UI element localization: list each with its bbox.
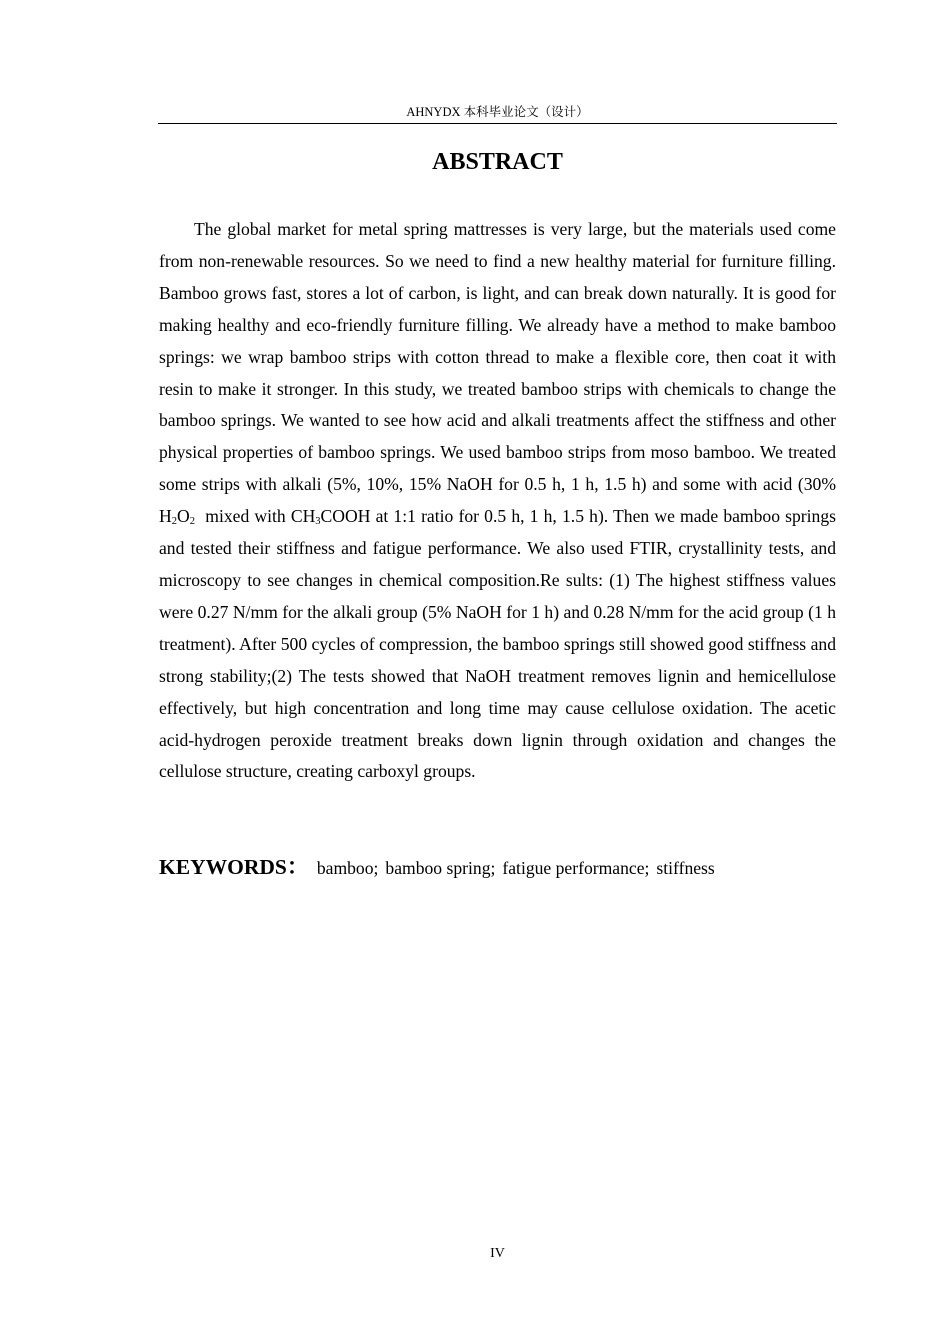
keyword-item: stiffness <box>656 858 715 878</box>
running-header: AHNYDX 本科毕业论文（设计） <box>406 105 589 119</box>
keyword-separator: ; <box>644 858 650 878</box>
header-rule <box>158 123 837 124</box>
h2o2-subscript-1: 2 <box>171 516 177 528</box>
keyword-item: bamboo spring <box>385 858 491 878</box>
abstract-text-part-2: mixed with CH <box>194 506 316 527</box>
abstract-text-part-1: The global market for metal spring mattresses is very large, but the materials used come from non-renewable resources. So we need to find a new healthy material for furniture filling. Bamboo grows fast, stores a lot of carbon, is light, and can break down naturally. It is good for making healthy and eco-friendly furniture filling. We already have a method to make bamboo springs: we wrap bamboo strips with cotton thread to make a flexible core, then coat it with resin to make it stronger. In this study, we treated bamboo strips with chemicals to change the bamboo springs. We wanted to see how acid and alkali treatments affect the stiffness and other physical properties of bamboo springs. We used bamboo strips from moso bamboo. We treated some strips with alkali (5%, 10%, 15% NaOH for 0.5 h, 1 h, 1.5 h) and some with acid (30% H <box>159 219 836 527</box>
abstract-paragraph <box>159 214 836 788</box>
h2o2-subscript-2: 2 <box>189 516 195 528</box>
keywords-label: KEYWORDS <box>159 855 287 879</box>
ch3-subscript: 3 <box>315 516 321 528</box>
abstract-title: ABSTRACT <box>432 149 563 175</box>
keywords-line <box>159 852 836 883</box>
keyword-item: bamboo <box>316 858 374 878</box>
keyword-separator: ; <box>373 858 379 878</box>
keyword-separator: ; <box>490 858 496 878</box>
page-number: IV <box>490 1246 505 1261</box>
keywords-colon: ： <box>286 854 309 879</box>
h2o2-oxygen: O <box>176 506 190 527</box>
keyword-item: fatigue performance <box>502 858 645 878</box>
abstract-text-part-3: COOH at 1:1 ratio for 0.5 h, 1 h, 1.5 h). Then we made bamboo springs and tested their stiffness and fatigue performance. We also used FTIR, crystallinity tests, and microscopy to see changes in chemical composition.Re sults: (1) The highest stiffness values were 0.27 N/mm for the alkali group (5% NaOH for 1 h) and 0.28 N/mm for the acid group (1 h treatment). After 500 cycles of compression, the bamboo springs still showed good stiffness and strong stability;(2) The tests showed that NaOH treatment removes lignin and hemicellulose effectively, but high concentration and long time may cause cellulose oxidation. The acetic acid-hydrogen peroxide treatment breaks down lignin through oxidation and changes the cellulose structure, creating carboxyl groups. <box>159 506 836 782</box>
